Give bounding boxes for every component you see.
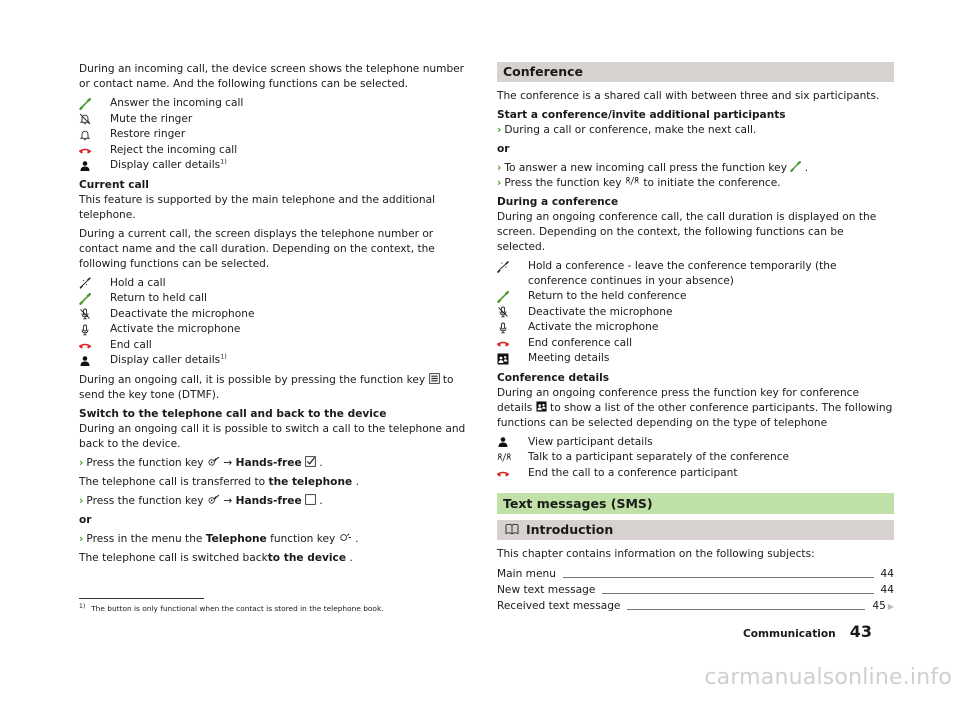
- introduction-text: This chapter contains information on the following subjects:: [497, 548, 815, 560]
- page-number: 43: [849, 622, 872, 641]
- list-item: Restore ringer: [79, 127, 475, 143]
- step-item: › During a call or conference, make the next call.: [497, 124, 757, 136]
- chevron-right-icon: ›: [79, 456, 84, 469]
- book-icon: [505, 522, 526, 538]
- footnote-divider: [79, 598, 204, 599]
- introduction-heading: Introduction: [497, 520, 894, 540]
- page-footer: [743, 624, 872, 642]
- toc-entry-new-text-message[interactable]: New text message 44: [497, 584, 894, 596]
- table-of-contents: [497, 566, 894, 614]
- during-conference-text: During an ongoing conference call, the call duration is displayed on the screen. Depending on the context, the following functions can be selected.: [497, 211, 877, 253]
- footnote-ref: 1): [220, 157, 227, 166]
- list-item: Activate the microphone: [497, 320, 894, 336]
- bell-icon[interactable]: [79, 127, 110, 142]
- chevron-right-icon: ›: [497, 177, 502, 189]
- list-item: Deactivate the microphone: [497, 305, 894, 321]
- start-conference-heading: Start a conference/invite additional participants: [497, 109, 786, 121]
- left-column: [79, 62, 475, 570]
- list-item: Deactivate the microphone: [79, 307, 475, 323]
- hands-free-icon: [207, 495, 220, 507]
- list-item: Display caller details$^{1)}$: [79, 353, 475, 369]
- chevron-right-icon: ›: [497, 162, 502, 174]
- conference-details-text: During an ongoing conference press the function key for conference details to show a list of the other conference participants. The following functions can be selected depending on the type of telephone: [497, 386, 893, 429]
- list-item: Return to held call: [79, 291, 475, 307]
- checkbox-empty-icon: [305, 495, 316, 507]
- person-icon[interactable]: [79, 158, 110, 173]
- footer-section-title: Communication: [742, 628, 836, 640]
- private-call-icon: [625, 177, 640, 189]
- list-item: Mute the ringer: [79, 112, 475, 128]
- transferred-text: The telephone call is transferred to the telephone .: [79, 475, 359, 488]
- list-item: Hold a conference - leave the conference temporarily (the conference continues in your absence): [497, 259, 894, 289]
- or-text: or: [497, 143, 510, 155]
- phone-hangup-icon[interactable]: [497, 336, 528, 351]
- list-item: End the call to a conference participant: [497, 466, 894, 482]
- microphone-off-icon[interactable]: [497, 305, 528, 320]
- microphone-off-icon[interactable]: [79, 307, 110, 322]
- list-item: Return to the held conference: [497, 289, 894, 305]
- list-item: Display caller details$^{1)}$: [79, 158, 475, 174]
- toc-entry-received-text-message[interactable]: Received text message 45 ▶: [497, 600, 894, 612]
- phone-hangup-icon[interactable]: [79, 143, 110, 158]
- current-call-intro: During a current call, the screen displays the telephone number or contact name and the call duration. Depending on the context, the following functions can be selected.: [79, 227, 435, 270]
- list-item: Talk to a participant separately of the conference: [497, 450, 894, 466]
- phone-answer-icon[interactable]: [79, 291, 110, 306]
- sms-chapter-heading: Text messages (SMS): [497, 493, 894, 514]
- list-item: Hold a call: [79, 276, 475, 292]
- list-item: Reject the incoming call: [79, 143, 475, 159]
- conference-heading: Conference: [497, 62, 894, 82]
- meeting-details-icon[interactable]: [497, 351, 528, 366]
- person-icon[interactable]: [79, 353, 110, 368]
- meeting-details-icon: [536, 402, 547, 414]
- checkbox-checked-icon: [305, 457, 316, 469]
- microphone-icon[interactable]: [79, 322, 110, 337]
- list-item: Activate the microphone: [79, 322, 475, 338]
- bell-mute-icon[interactable]: [79, 112, 110, 127]
- conference-details-heading: Conference details: [497, 371, 610, 384]
- conference-intro: The conference is a shared call with between three and six participants.: [497, 90, 880, 102]
- step-item: › Press the function key → Hands-free .: [79, 494, 323, 507]
- phone-answer-icon: [790, 162, 801, 174]
- step-item: › Press the function key → Hands-free .: [79, 456, 323, 469]
- private-call-icon[interactable]: [497, 450, 528, 465]
- continue-triangle-icon: ▶: [887, 602, 894, 611]
- person-icon[interactable]: [497, 435, 528, 450]
- chevron-right-icon: ›: [497, 124, 502, 136]
- during-conference-heading: During a conference: [497, 196, 619, 208]
- conference-hold-icon[interactable]: [497, 259, 528, 274]
- phone-hangup-icon[interactable]: [79, 338, 110, 353]
- current-call-text: This feature is supported by the main telephone and the additional telephone.: [79, 193, 436, 221]
- list-item: End conference call: [497, 336, 894, 352]
- step-item: › Press the function key to initiate the conference.: [497, 177, 781, 189]
- keypad-icon: [429, 374, 440, 386]
- watermark: carmanualsonline.info: [704, 665, 952, 690]
- microphone-icon[interactable]: [497, 320, 528, 335]
- list-item: Meeting details: [497, 351, 894, 367]
- toc-entry-main-menu[interactable]: Main menu 44: [497, 568, 894, 580]
- footnote: $^{1)}$ The button is only functional when the contact is stored in the telephone book.: [79, 602, 384, 613]
- right-column: [497, 62, 894, 614]
- phone-hold-icon[interactable]: [79, 276, 110, 291]
- footnote-ref: 1): [220, 352, 227, 361]
- current-call-function-list: [79, 276, 475, 369]
- step-item: › To answer a new incoming call press the function key .: [497, 162, 809, 174]
- chevron-right-icon: ›: [79, 494, 84, 507]
- step-item: › Press in the menu the Telephone function key .: [79, 532, 359, 545]
- switched-back-text: The telephone call is switched backto the device .: [79, 551, 353, 564]
- list-item: View participant details: [497, 435, 894, 451]
- telephone-function-icon: [339, 533, 352, 545]
- hands-free-icon: [207, 457, 220, 469]
- chevron-right-icon: ›: [79, 532, 84, 545]
- or-text: or: [79, 513, 92, 526]
- dtmf-text: During an ongoing call, it is possible by pressing the function key to send the key tone (DTMF).: [79, 373, 454, 401]
- current-call-heading: Current call: [79, 178, 149, 191]
- switch-text: During an ongoing call it is possible to switch a call to the telephone and back to the device.: [79, 422, 466, 450]
- list-item: Answer the incoming call: [79, 96, 475, 112]
- conference-function-list: [497, 259, 894, 367]
- phone-hangup-icon[interactable]: [497, 466, 528, 481]
- incoming-call-intro: During an incoming call, the device screen shows the telephone number or contact name. And the following functions can be selected.: [79, 63, 465, 90]
- phone-answer-icon[interactable]: [497, 289, 528, 304]
- list-item: End call: [79, 338, 475, 354]
- incoming-call-function-list: [79, 96, 475, 174]
- phone-answer-icon[interactable]: [79, 96, 110, 111]
- participant-function-list: [497, 435, 894, 482]
- switch-heading: Switch to the telephone call and back to the device: [79, 407, 387, 420]
